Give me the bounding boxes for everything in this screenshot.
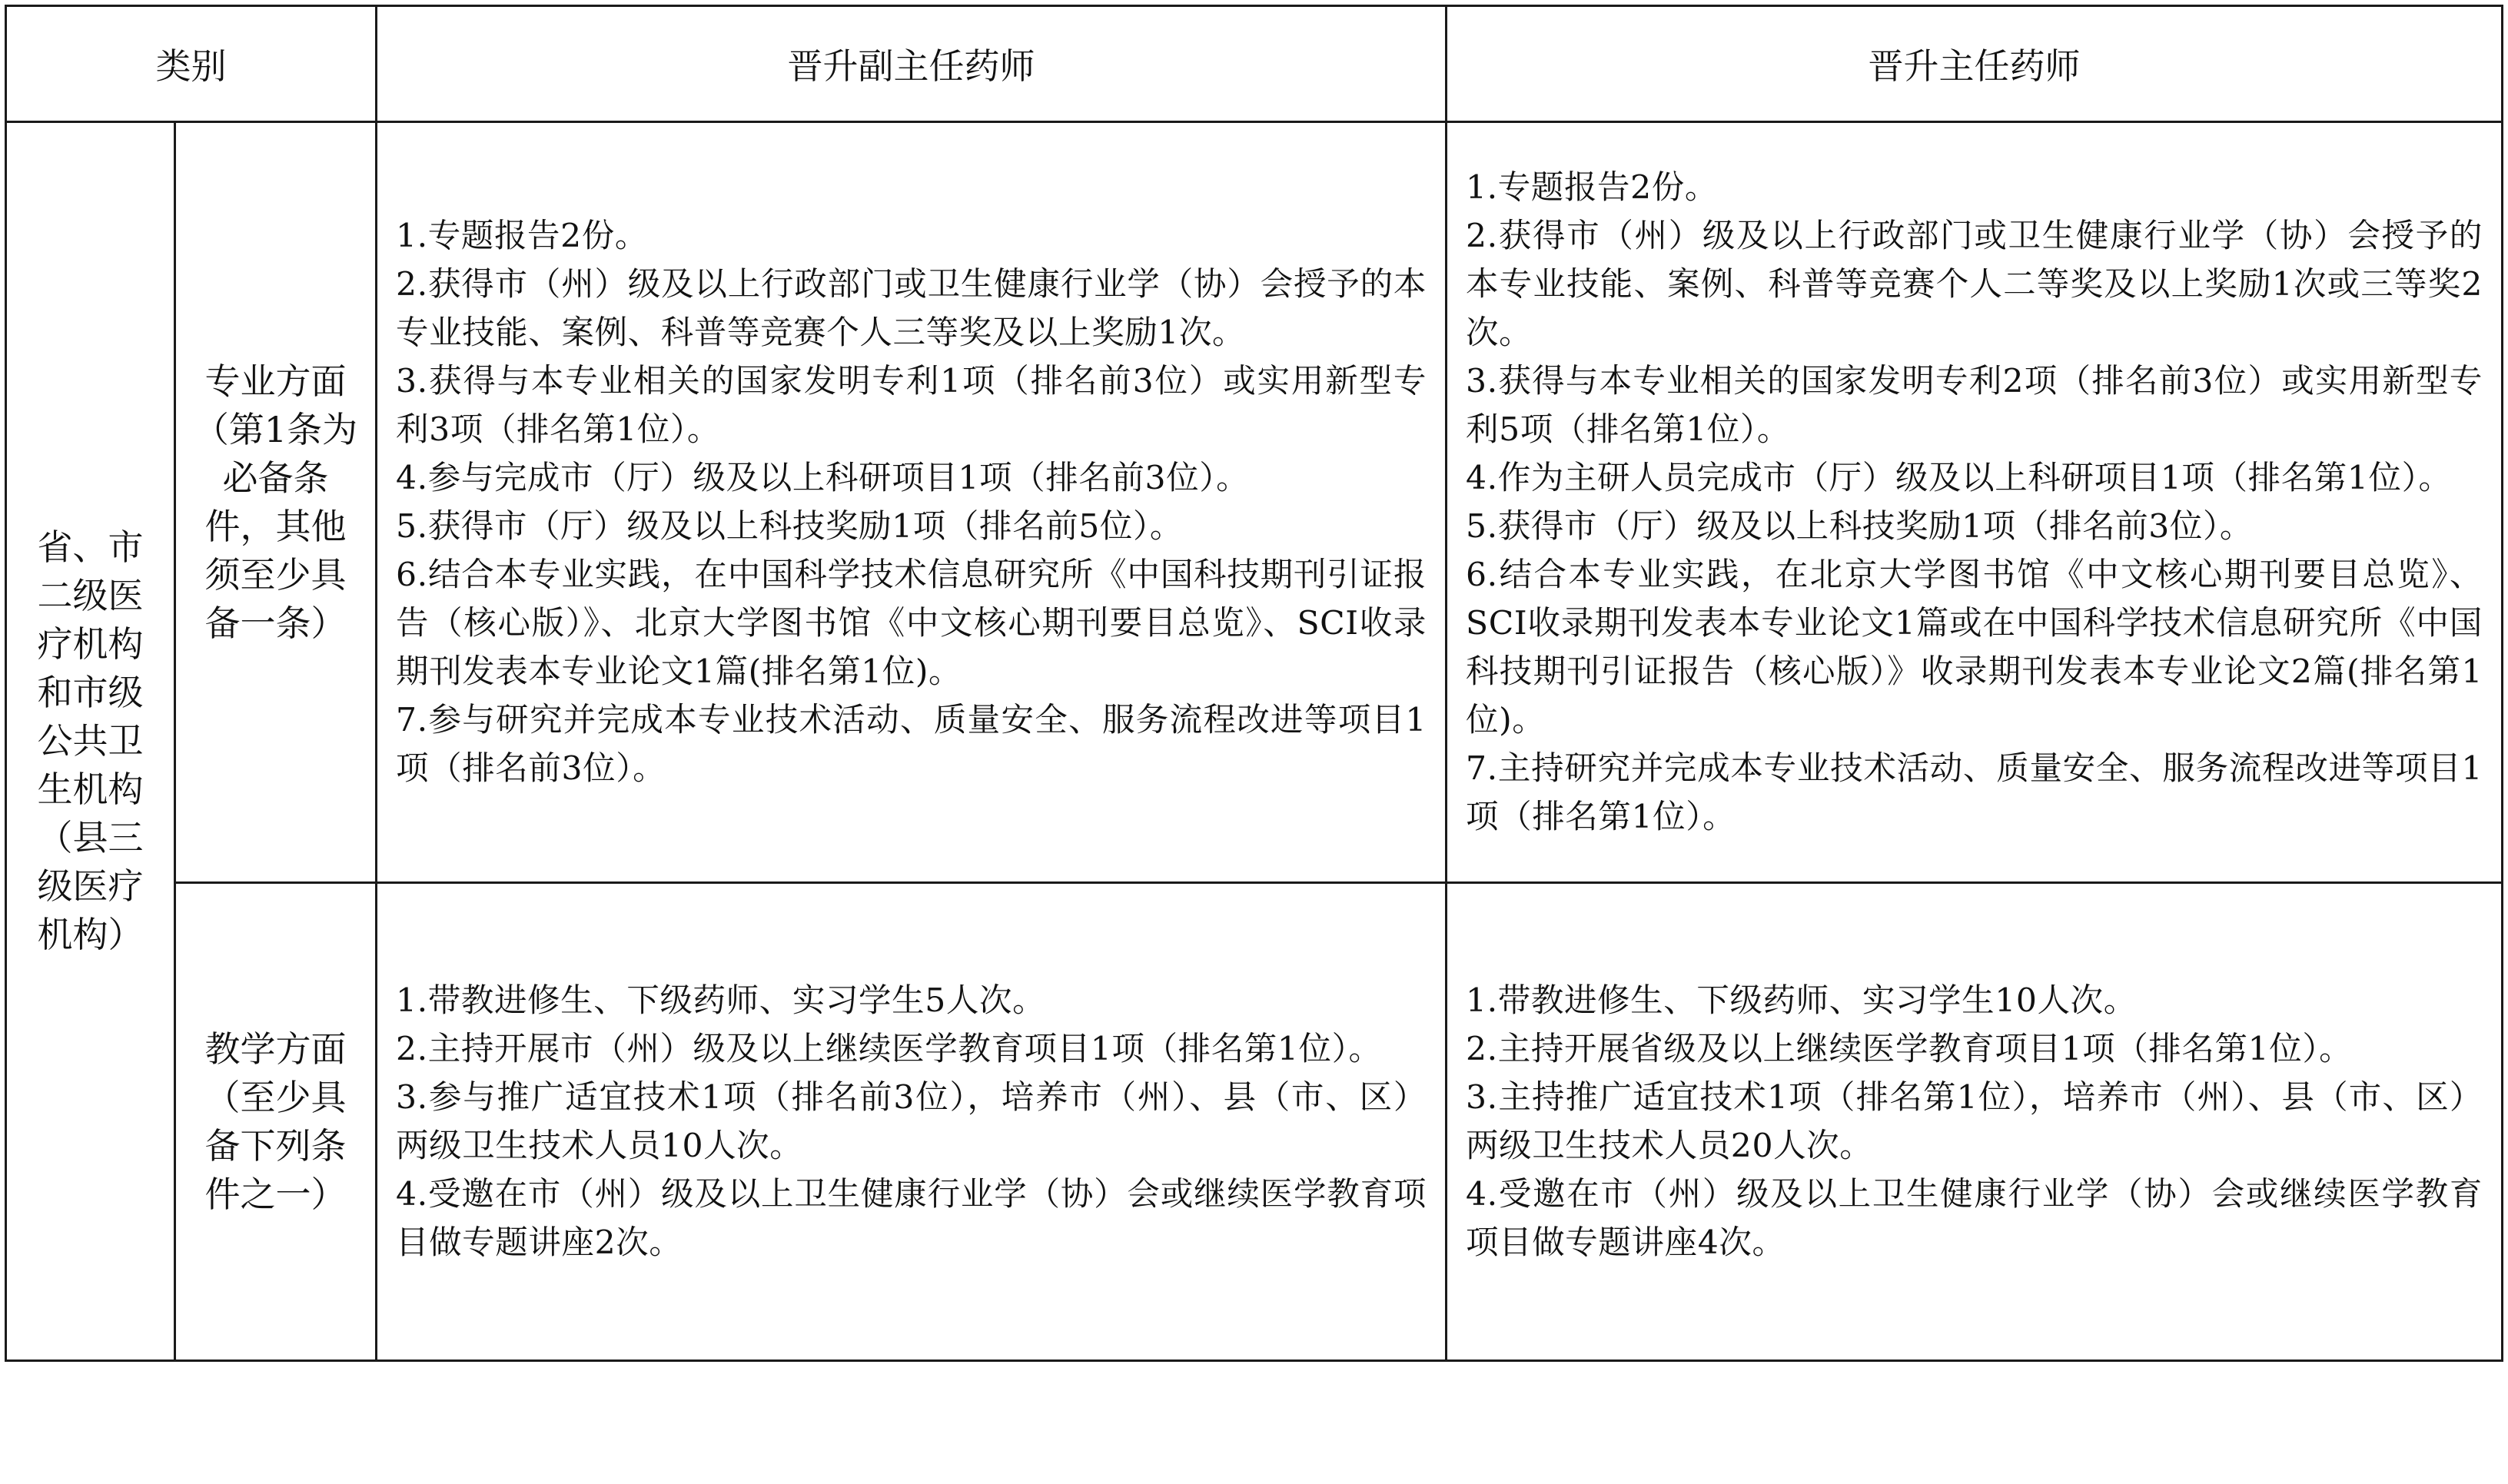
requirement-item: 6.结合本专业实践，在中国科学技术信息研究所《中国科技期刊引证报告（核心版）》、北京大学图书馆《中文核心期刊要目总览》、SCI收录期刊发表本专业论文1篇(排名第1位)。 [396,556,1427,691]
requirement-item: 2.获得市（州）级及以上行政部门或卫生健康行业学（协）会授予的本专业技能、案例、科普等竞赛个人三等奖及以上奖励1次。 [396,265,1427,352]
requirement-item: 1.带教进修生、下级药师、实习学生5人次。 [396,981,1046,1020]
requirements-table-container [5,5,2501,1362]
institution-category-cell [6,122,175,1361]
requirement-item: 6.结合本专业实践，在北京大学图书馆《中文核心期刊要目总览》、SCI收录期刊发表本专业论文1篇或在中国科学技术信息研究所《中国科技期刊引证报告（核心版）》收录期刊发表本专业论文2篇(排名第1位)。 [1466,556,2483,739]
professional-label-cell [175,122,377,883]
teaching-chief-cell [1447,883,2503,1361]
requirement-item: 7.主持研究并完成本专业技术活动、质量安全、服务流程改进等项目1项（排名第1位）。 [1466,749,2483,836]
requirement-item: 3.主持推广适宜技术1项（排名第1位），培养市（州）、县（市、区）两级卫生技术人员20人次。 [1466,1078,2483,1165]
requirement-item: 1.带教进修生、下级药师、实习学生10人次。 [1466,981,2137,1020]
header-category: 类别 [6,6,377,122]
teaching-label: 教学方面（至少具备下列条件之一） [204,1028,347,1215]
requirement-item: 4.受邀在市（州）级及以上卫生健康行业学（协）会或继续医学教育项目做专题讲座4次。 [1466,1175,2483,1262]
requirements-table [5,5,2503,1362]
requirement-item: 1.专题报告2份。 [1466,168,1718,207]
requirement-item: 3.参与推广适宜技术1项（排名前3位），培养市（州）、县（市、区）两级卫生技术人员10人次。 [396,1078,1427,1165]
requirement-item: 4.受邀在市（州）级及以上卫生健康行业学（协）会或继续医学教育项目做专题讲座2次。 [396,1175,1427,1262]
requirement-item: 3.获得与本专业相关的国家发明专利2项（排名前3位）或实用新型专利5项（排名第1位）。 [1466,362,2483,449]
requirement-item: 4.作为主研人员完成市（厅）级及以上科研项目1项（排名第1位）。 [1466,459,2452,497]
institution-category: 省、市二级医疗机构和市级公共卫生机构（县三级医疗机构） [37,526,144,955]
requirement-item: 1.专题报告2份。 [396,217,648,255]
teaching-label-cell [175,883,377,1361]
teaching-deputy-cell [377,883,1447,1361]
requirement-item: 2.主持开展市（州）级及以上继续医学教育项目1项（排名第1位）。 [396,1030,1382,1068]
professional-label: 专业方面（第1条为必备条件，其他须至少具备一条） [193,360,358,644]
requirement-item: 3.获得与本专业相关的国家发明专利1项（排名前3位）或实用新型专利3项（排名第1位）。 [396,362,1427,449]
professional-row [6,122,2503,883]
requirement-item: 2.获得市（州）级及以上行政部门或卫生健康行业学（协）会授予的本专业技能、案例、科普等竞赛个人二等奖及以上奖励1次或三等奖2次。 [1466,217,2483,352]
header-row [6,6,2503,122]
requirement-item: 4.参与完成市（厅）级及以上科研项目1项（排名前3位）。 [396,459,1250,497]
professional-chief-cell [1447,122,2503,883]
requirement-item: 5.获得市（厅）级及以上科技奖励1项（排名前5位）。 [396,507,1183,546]
requirement-item: 7.参与研究并完成本专业技术活动、质量安全、服务流程改进等项目1项（排名前3位）。 [396,701,1427,788]
requirement-item: 5.获得市（厅）级及以上科技奖励1项（排名前3位）。 [1466,507,2253,546]
requirement-item: 2.主持开展省级及以上继续医学教育项目1项（排名第1位）。 [1466,1030,2353,1068]
teaching-row [6,883,2503,1361]
professional-deputy-cell [377,122,1447,883]
header-chief-pharmacist: 晋升主任药师 [1447,6,2503,122]
header-deputy-pharmacist: 晋升副主任药师 [377,6,1447,122]
